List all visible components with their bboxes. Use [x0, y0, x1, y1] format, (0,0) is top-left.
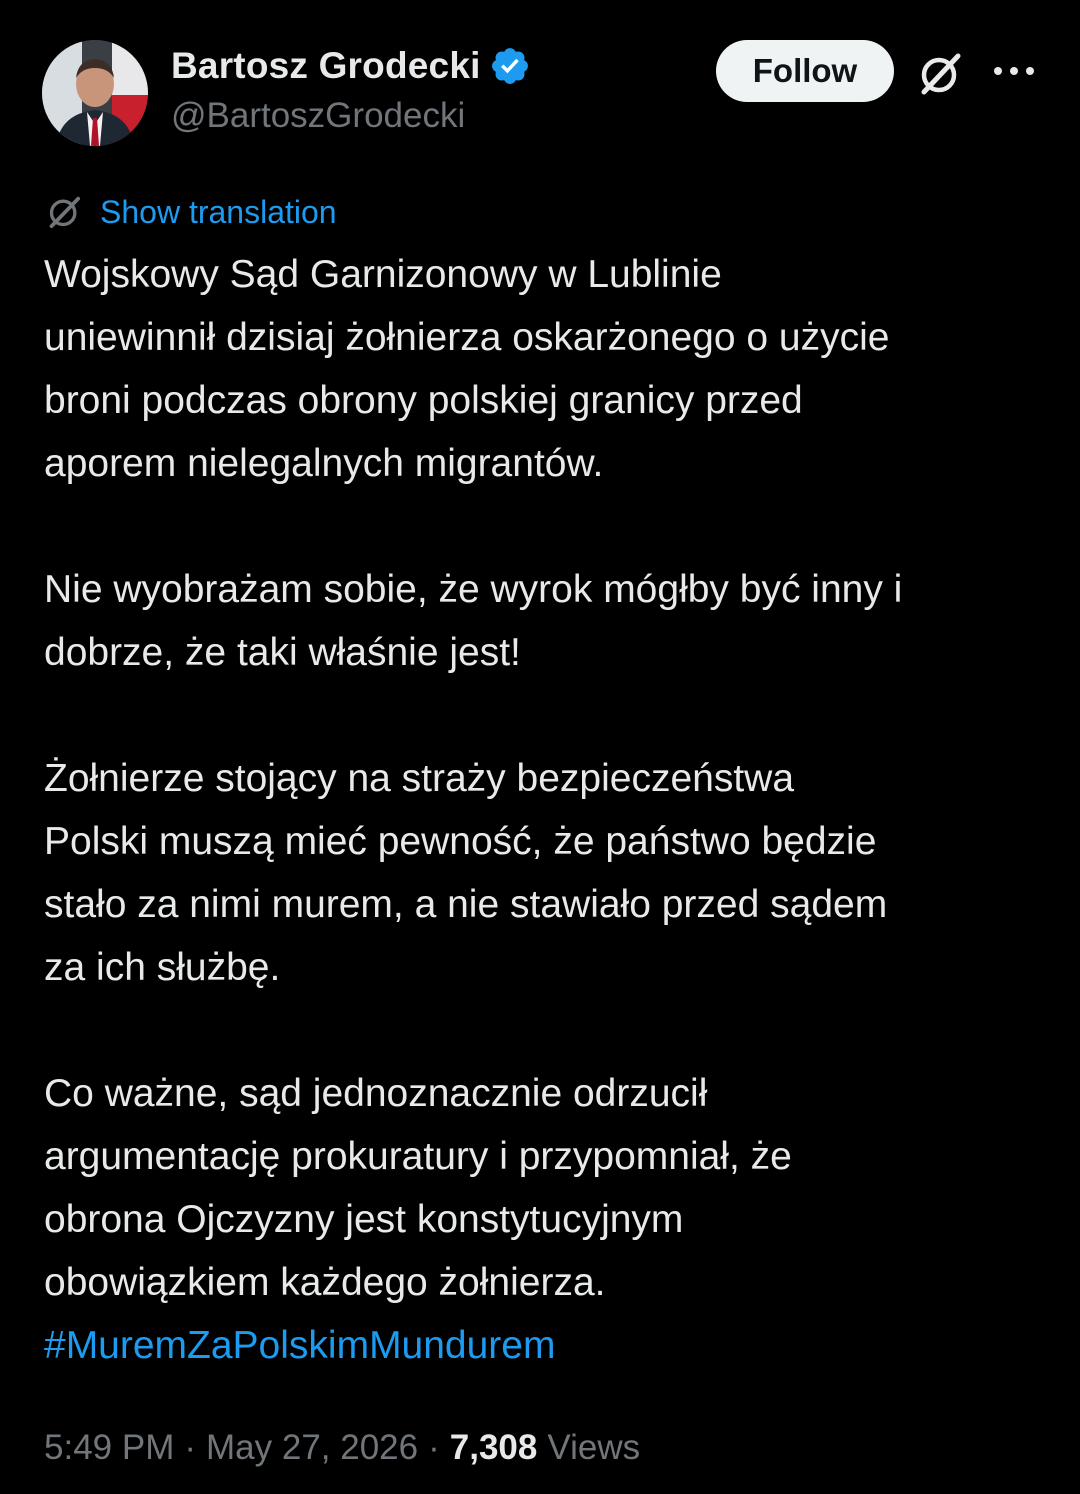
author-name-row — [171, 42, 531, 90]
avatar[interactable] — [42, 40, 148, 146]
meta-separator: · — [184, 1428, 197, 1467]
tweet-paragraph-with-hashtag — [44, 1062, 1054, 1377]
more-options-icon[interactable] — [992, 58, 1036, 84]
tweet-date[interactable]: May 27, 2026 — [206, 1428, 419, 1467]
tweet-time[interactable]: 5:49 PM — [44, 1428, 175, 1467]
tweet-text — [44, 243, 1054, 1377]
tweet-paragraph: Żołnierze stojący na straży bezpieczeństwa Polski muszą mieć pewność, że państwo będzie stało za nimi murem, a nie stawiało przed sądem za ich służbę. — [44, 757, 888, 989]
author-display-name[interactable]: Bartosz Grodecki — [171, 45, 481, 86]
hashtag-link[interactable]: #MuremZaPolskimMundurem — [44, 1324, 556, 1367]
show-translation-link[interactable]: Show translation — [100, 193, 337, 230]
avatar-photo-icon — [42, 40, 148, 146]
verified-badge-icon — [489, 45, 531, 87]
follow-button[interactable]: Follow — [716, 40, 894, 102]
tweet-header — [0, 0, 1080, 160]
tweet-paragraph: Wojskowy Sąd Garnizonowy w Lublinie uniewinnił dzisiaj żołnierza oskarżonego o użycie broni podczas obrony polskiej granicy przed aporem nielegalnych migrantów. — [44, 253, 890, 485]
author-handle[interactable]: @BartoszGrodecki — [171, 96, 466, 135]
translate-icon — [44, 192, 84, 232]
translation-row[interactable] — [44, 190, 337, 234]
views-count: 7,308 — [449, 1428, 538, 1467]
tweet-paragraph: Nie wyobrażam sobie, że wyrok mógłby być inny i dobrze, że taki właśnie jest! — [44, 568, 903, 674]
meta-separator: · — [428, 1428, 440, 1467]
views-label: Views — [547, 1428, 641, 1467]
tweet-paragraph: Co ważne, sąd jednoznacznie odrzucił argumentację prokuratury i przypomniał, że obrona Ojczyzny jest konstytucyjnym obowiązkiem każdego żołnierza. — [44, 1072, 792, 1304]
tweet-meta — [44, 1420, 640, 1476]
grok-icon[interactable] — [916, 50, 964, 98]
